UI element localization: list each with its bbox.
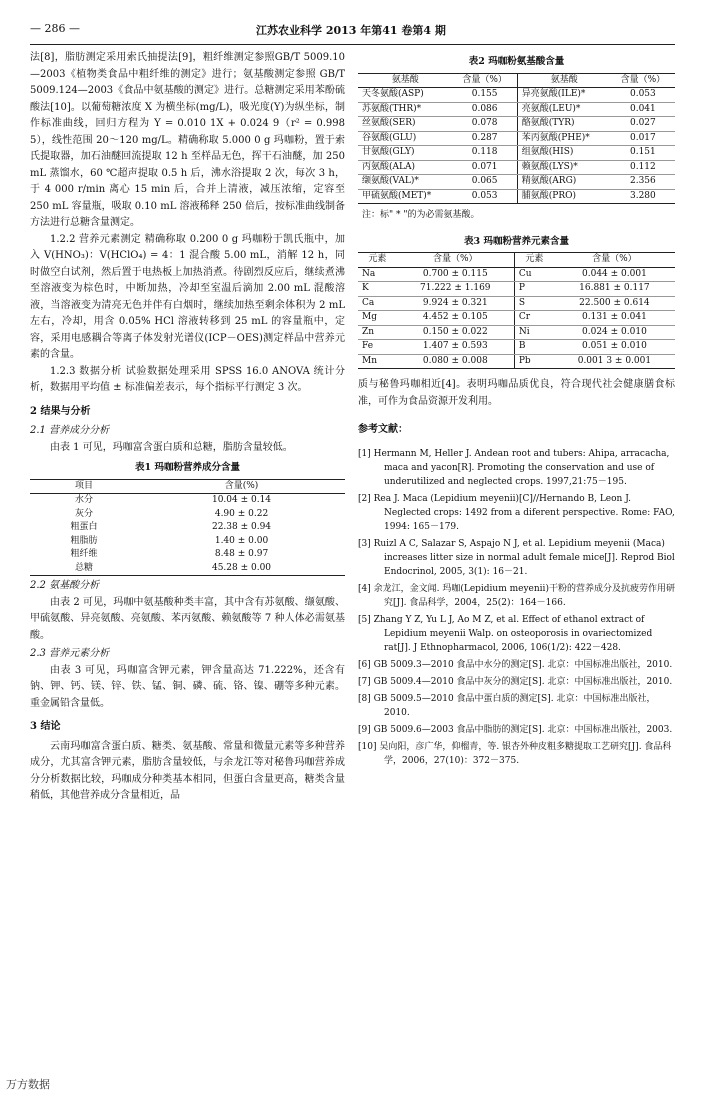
table3 — [358, 252, 675, 369]
table-row — [358, 340, 675, 355]
subsection-heading-elements: 2.3 营养元素分析 — [30, 648, 110, 659]
table-row — [358, 175, 675, 190]
table-cell: 精氨酸(ARG) — [517, 175, 610, 190]
table-cell: Cu — [514, 267, 553, 282]
table-cell: 酪氨酸(TYR) — [517, 117, 610, 132]
table-row — [358, 189, 675, 204]
reference-item: [4] 余龙江，金文闻. 玛咖(Lepidium meyenii)干粉的营养成分及抗疲劳作用研究[J]. 食品科学，2004，25(2)：164－166. — [358, 583, 675, 608]
table-cell: Mg — [358, 311, 397, 326]
table-cell: Pb — [514, 354, 553, 369]
reference-item: [8] GB 5009.5—2010 食品中蛋白质的测定[S]. 北京：中国标准出版社，2010. — [358, 693, 656, 718]
results-paragraph-3: 由表 3 可见，玛咖富含钾元素，钾含量高达 71.222%，还含有钠、钾、钙、镁、锌、铁、锰、铜、磷、硫、铬、镍、硼等多种元素。重金属铅含量低。 — [30, 664, 345, 709]
table-cell: 4.452 ± 0.105 — [397, 311, 515, 326]
table-cell: Ca — [358, 296, 397, 311]
table-row — [358, 354, 675, 369]
table-row — [358, 267, 675, 282]
subsection-heading-amino-acids: 2.2 氨基酸分析 — [30, 580, 100, 591]
reference-item: [1] Hermann M, Heller J. Andean root and tubers: Ahipa, arracacha, maca and yacon[R]. Promoting the conservation and use of underutilized and neglected crops. 1997,21:75－195. — [358, 448, 670, 487]
table-row — [358, 146, 675, 161]
table-cell: 0.078 — [452, 117, 517, 132]
table-cell: 丝氨酸(SER) — [358, 117, 452, 132]
table-cell: Cr — [514, 311, 553, 326]
reference-item: [10] 吴向阳，彦广华，仰榴青，等. 银杏外种皮粗多糖提取工艺研究[J]. 食品科学，2006，27(10)：372－375. — [358, 741, 672, 766]
table-cell: 总糖 — [30, 562, 138, 576]
table3-header-cell: 元素 — [358, 253, 397, 268]
table-cell: Ni — [514, 325, 553, 340]
table-cell: 22.38 ± 0.94 — [211, 522, 272, 532]
table-cell: 水分 — [75, 495, 94, 505]
header-rule — [30, 44, 675, 45]
table-cell: 4.90 ± 0.22 — [214, 508, 269, 519]
table-cell: 粗脂肪 — [70, 535, 98, 546]
table-cell: 3.280 — [611, 189, 675, 204]
table-cell: P — [514, 282, 553, 297]
table-cell: 甘氨酸(GLY) — [358, 146, 452, 161]
table-row — [358, 282, 675, 297]
subsection-heading-nutrients: 2.1 营养成分分析 — [30, 425, 110, 436]
table-cell: 16.881 ± 0.117 — [554, 282, 675, 297]
section-heading-conclusion: 3 结论 — [30, 721, 61, 732]
table1-title: 表1 玛咖粉营养成分含量 — [135, 462, 240, 473]
table2-title: 表2 玛咖粉氨基酸含量 — [468, 56, 565, 67]
reference-item: [6] GB 5009.3—2010 食品中水分的测定[S]. 北京：中国标准出版社，2010. — [358, 659, 673, 670]
table-cell: 缬氨酸(VAL)* — [358, 175, 452, 190]
table-row — [30, 508, 345, 522]
table-cell: Zn — [358, 325, 397, 340]
table-cell: 1.40 ± 0.00 — [214, 535, 269, 546]
page-header — [30, 22, 675, 40]
table-cell: 0.071 — [452, 160, 517, 175]
table-cell: 0.118 — [452, 146, 517, 161]
table2-note: 注：标" * "的为必需氨基酸。 — [362, 210, 480, 220]
table-cell: 0.065 — [452, 175, 517, 190]
table-cell: K — [358, 282, 397, 297]
table-cell: 0.001 3 ± 0.001 — [554, 354, 675, 369]
table-row — [358, 325, 675, 340]
table-cell: 异亮氨酸(ILE)* — [517, 88, 610, 103]
table-cell: 45.28 ± 0.00 — [138, 562, 345, 576]
table-cell: 粗纤维 — [70, 549, 98, 559]
table-row — [358, 102, 675, 117]
table-cell: 0.155 — [452, 88, 517, 103]
table-row — [30, 535, 345, 549]
table-cell: 0.027 — [611, 117, 675, 132]
reference-item: [3] Ruizl A C, Salazar S, Aspajo N J, et al. Lepidium meyenii (Maca) increases litter size in normal adult female mice[J]. Reprod Biol Endocrinol, 2005, 3(1): 16－21. — [358, 538, 675, 577]
table-row — [30, 548, 345, 562]
table-row — [358, 296, 675, 311]
table-cell: Fe — [358, 340, 397, 355]
methods-paragraph-3: 1.2.3 数据分析 试验数据处理采用 SPSS 16.0 ANOVA 统计分析，数据用平均值 ± 标准偏差表示，每个指标平行测定 3 次。 — [30, 365, 345, 393]
table1-header-cell: 含量(%) — [138, 479, 345, 494]
table-row — [30, 494, 345, 508]
table-cell: 谷氨酸(GLU) — [358, 131, 452, 146]
table-cell: Mn — [358, 354, 397, 369]
table-cell: 天冬氨酸(ASP) — [358, 88, 452, 103]
reference-item: [7] GB 5009.4—2010 食品中灰分的测定[S]. 北京：中国标准出版社，2010. — [358, 676, 673, 687]
table-cell: 灰分 — [75, 508, 94, 519]
table-cell: 0.017 — [611, 131, 675, 146]
references-heading: 参考文献： — [358, 424, 408, 435]
table-cell: 甲硫氨酸(MET)* — [358, 189, 452, 204]
table-cell: B — [514, 340, 553, 355]
table-cell: 丙氨酸(ALA) — [358, 160, 452, 175]
table-row — [358, 160, 675, 175]
methods-paragraph-2: 1.2.2 营养元素测定 精确称取 0.200 0 g 玛咖粉于凯氏瓶中，加入 V(HNO₃)：V(HClO₄) = 4：1 混合酸 5.00 mL，消解 12 h，同时做空白试剂，然后置于电热板上加热消煮。待剧烈反应后，继续煮沸至溶液变为棕色时，中断加热，冷却至室温后滴加 2.00 mL 混酸溶液，当溶液变为清亮无色并伴有白烟时，继续加热至剩余体积为 2 mL 左右，冷却，用含 0.05% HCl 溶液转移到 25 mL 的容量瓶中，定容，采用电感耦合等离子体发射光谱仪(ICP－OES)测定样品中营养元素的含量。 — [30, 233, 345, 360]
table2 — [358, 73, 675, 205]
table-cell: 赖氨酸(LYS)* — [517, 160, 610, 175]
watermark: 万方数据 — [6, 1078, 50, 1091]
table-row — [30, 521, 345, 535]
reference-item: [9] GB 5009.6—2003 食品中脂肪的测定[S]. 北京：中国标准出版社，2003. — [358, 724, 673, 735]
table-cell: 脯氨酸(PRO) — [517, 189, 610, 204]
table2-header-cell: 氨基酸 — [358, 73, 452, 88]
table-cell: 苏氨酸(THR)* — [358, 102, 452, 117]
page-number: — 286 — — [30, 22, 80, 35]
table2-header-cell: 含量（%） — [452, 73, 517, 88]
table1 — [30, 479, 345, 577]
journal-title: 江苏农业科学 2013 年第41 卷第4 期 — [256, 24, 446, 37]
table-cell: 粗蛋白 — [70, 522, 98, 532]
right-column — [358, 50, 675, 771]
table-cell: 0.700 ± 0.115 — [397, 267, 515, 282]
table-cell: 22.500 ± 0.614 — [554, 296, 675, 311]
table3-header-cell: 含量（%） — [554, 253, 675, 268]
table-row — [30, 562, 345, 576]
table-cell: 0.044 ± 0.001 — [554, 267, 675, 282]
table-cell: 0.080 ± 0.008 — [397, 354, 515, 369]
table-row — [358, 131, 675, 146]
reference-item: [2] Rea J. Maca (Lepidium meyenii)[C]//Hernando B, Leon J. Neglected crops: 1492 from a diferent perspective. Rome: FAO, 1994: 165－179. — [358, 493, 675, 532]
table-cell: S — [514, 296, 553, 311]
left-column — [30, 50, 345, 805]
table-cell: 8.48 ± 0.97 — [214, 549, 269, 559]
table-cell: 0.287 — [452, 131, 517, 146]
methods-paragraph-1: 法[8]，脂肪测定采用索氏抽提法[9]，粗纤维测定参照GB/T 5009.10—2003《植物类食品中粗纤维的测定》进行；氨基酸测定参照 GB/T 5009.124—2003《食品中氨基酸的测定》进行。总糖测定采用苯酚硫酸法[10]。以葡萄糖浓度 X 为横坐标(mg/L)，吸光度(Y)为纵坐标，制作标准曲线，回归方程为 Y = 0.010 1X + 0.024 9（r² = 0.998 5），线性范围 20～120 mg/L。精确称取 5.000 0 g 玛咖粉，置于索氏提取器，加石油醚回流提取 12 h 至样品无色，挥干石油醚，加 250 mL 蒸馏水，60 ℃超声提取 0.5 h 后，沸水浴提取 2 次，每次 3 h，于 4 000 r/min 离心 15 min 后，合并上清液，减压浓缩，定容至 250 mL 容量瓶，吸取 0.10 mL 溶液稀释 250 倍后，按标准曲线制备方法进行总糖含量测定。 — [30, 52, 345, 228]
table-cell: 71.222 ± 1.169 — [397, 282, 515, 297]
table3-header-cell: 元素 — [514, 253, 553, 268]
conclusion-paragraph: 云南玛咖富含蛋白质、糖类、氨基酸、常量和微量元素等多种营养成分，尤其富含钾元素，脂肪含量较低，与余龙江等对秘鲁玛咖营养成分分析数据比较，玛咖成分种类基本相同，但蛋白含量更高，糖类含量稍低，其他营养成分含量相近，品 — [30, 740, 345, 801]
table-cell: 9.924 ± 0.321 — [397, 296, 515, 311]
table-cell: 0.053 — [611, 88, 675, 103]
table-row — [358, 88, 675, 103]
table-cell: 0.112 — [611, 160, 675, 175]
table-row — [358, 311, 675, 326]
table3-header-cell: 含量（%） — [397, 253, 515, 268]
table-cell: 0.024 ± 0.010 — [554, 325, 675, 340]
table-cell: 0.051 ± 0.010 — [554, 340, 675, 355]
table-cell: 亮氨酸(LEU)* — [517, 102, 610, 117]
results-paragraph-2: 由表 2 可见，玛咖中氨基酸种类丰富，其中含有苏氨酸、缬氨酸、甲硫氨酸、异亮氨酸、亮氨酸、苯丙氨酸、赖氨酸等 7 种人体必需氨基酸。 — [30, 596, 345, 641]
table-cell: 0.150 ± 0.022 — [397, 325, 515, 340]
table-cell: 0.151 — [611, 146, 675, 161]
table-cell: 0.086 — [452, 102, 517, 117]
table-cell: 苯丙氨酸(PHE)* — [517, 131, 610, 146]
conclusion-continuation: 质与秘鲁玛咖相近[4]。表明玛咖品质优良，符合现代社会健康膳食标准，可作为食品资源开发利用。 — [358, 379, 675, 407]
section-heading-results: 2 结果与分析 — [30, 405, 91, 417]
table-cell: 2.356 — [611, 175, 675, 190]
table3-title: 表3 玛咖粉营养元素含量 — [464, 235, 569, 247]
table2-header-cell: 含量（%） — [611, 73, 675, 88]
table-cell: 1.407 ± 0.593 — [397, 340, 515, 355]
table-row — [358, 117, 675, 132]
table-cell: 0.041 — [611, 102, 675, 117]
table1-header-cell: 项目 — [30, 479, 138, 494]
results-paragraph-1: 由表 1 可见，玛咖富含蛋白质和总糖，脂肪含量较低。 — [50, 441, 293, 453]
table-cell: Na — [358, 267, 397, 282]
reference-item: [5] Zhang Y Z, Yu L J, Ao M Z, et al. Effect of ethanol extract of Lepidium meyenii Walp. on osteoporosis in ovariectomized rat[J]. J Ethnopharmacol, 2006, 106(1/2): 422－428. — [358, 614, 653, 653]
table-cell: 10.04 ± 0.14 — [211, 495, 272, 505]
table-cell: 0.131 ± 0.041 — [554, 311, 675, 326]
table-cell: 组氨酸(HIS) — [517, 146, 610, 161]
table-cell: 0.053 — [452, 189, 517, 204]
table2-header-cell: 氨基酸 — [517, 73, 610, 88]
